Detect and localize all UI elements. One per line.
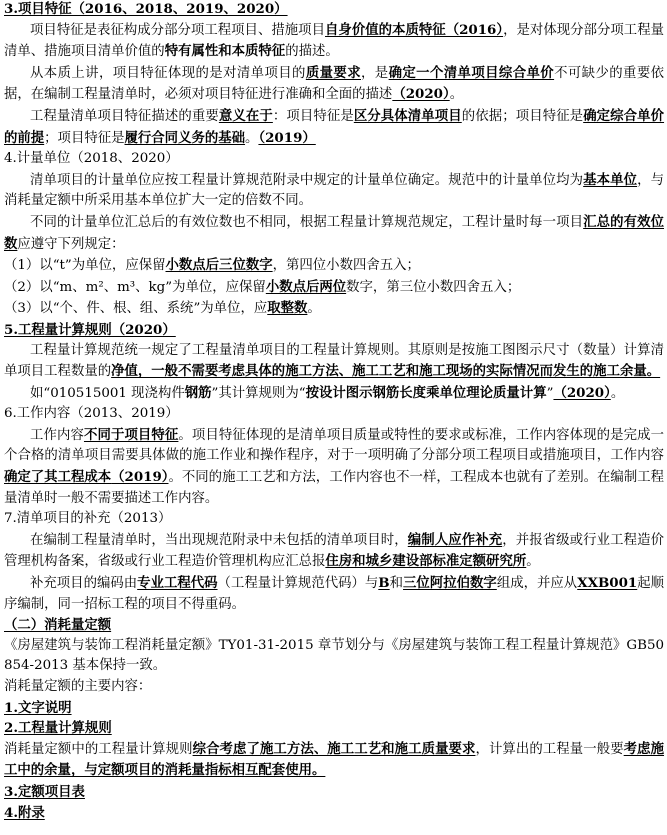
emphasis-run: 不同于项目特征 bbox=[83, 426, 179, 443]
emphasis-run: 自身价值的本质特征（2016） bbox=[325, 21, 504, 38]
emphasis-run: 小数点后三位数字 bbox=[165, 257, 273, 274]
text-run: 项目特征是表征构成分部分项工程项目、措施项目 bbox=[30, 22, 326, 38]
emphasis-run: 小数点后两位 bbox=[265, 278, 347, 295]
section-3-paragraph-2 bbox=[4, 63, 664, 106]
text-run: 。 bbox=[526, 554, 540, 570]
quota-item-3-heading: 3.定额项目表 bbox=[4, 783, 85, 800]
section-4-paragraph-2 bbox=[4, 212, 664, 255]
text-run: 和 bbox=[389, 576, 404, 592]
text-run: 在编制工程量清单时，当出现规范附录中未包括的清单项目时， bbox=[30, 532, 408, 548]
text-run: 数字，第三位小数四舍五入； bbox=[346, 279, 521, 295]
text-run: ” bbox=[546, 385, 554, 401]
section-5-paragraph-2 bbox=[4, 383, 664, 405]
section-6-heading: 6.工作内容（2013、2019） bbox=[4, 406, 179, 422]
emphasis-run: 综合考虑了施工方法、施工工艺和施工质量要求 bbox=[192, 740, 476, 757]
text-run: 如“010515001 现浇构件 bbox=[30, 385, 185, 401]
emphasis-run: XXB001 bbox=[577, 575, 638, 592]
text-run: ”其计算规则为“ bbox=[211, 385, 306, 401]
text-run: （工程量计算规范代码）与 bbox=[217, 576, 379, 592]
section-3-paragraph-3 bbox=[4, 106, 664, 149]
emphasis-run: 特有属性和本质特征 bbox=[164, 43, 286, 60]
quota-item-2-paragraph bbox=[4, 739, 664, 782]
text-run: （1）以“t”为单位，应保留 bbox=[4, 258, 166, 274]
section-5-heading: 5.工程量计算规则（2020） bbox=[4, 321, 176, 338]
quota-item-2-heading: 2.工程量计算规则 bbox=[4, 720, 112, 737]
emphasis-run: 净值，一般不需要考虑具体的施工方法、施工工艺和施工现场的实际情况而发生的施工余量。 bbox=[111, 363, 661, 380]
text-run: ，计算出的工程量一般要 bbox=[475, 741, 624, 757]
text-run: 不可缺少的重要依据，在编制工程量清单时，必须对项目特征进行准确和全面的描述 bbox=[4, 65, 665, 103]
text-run: 工程量计算规范统一规定了工程量清单项目的工程量计算规则。其原则是按施工图图示尺寸（数量）计算清单项目工程数量的 bbox=[4, 342, 664, 380]
text-run: 清单项目的计量单位应按工程量计算规范附录中规定的计量单位确定。规范中的计量单位均为 bbox=[30, 172, 584, 188]
text-run: ，与消耗量定额中所采用基本单位扩大一定的倍数不同。 bbox=[4, 172, 665, 209]
document-page bbox=[4, 0, 664, 823]
section-4-paragraph-1 bbox=[4, 170, 664, 212]
emphasis-run: 区分具体清单项目 bbox=[353, 107, 462, 124]
text-run: 。项目特征体现的是清单项目质量或特性的要求或标准，工作内容体现的是完成一个合格的清单项目需要具体做的施工作业和操作程序，对于一项明确了分部分项工程项目或措施项目，工作内容 bbox=[4, 427, 665, 464]
text-run: 消耗量定额中的工程量计算规则 bbox=[4, 741, 193, 757]
emphasis-run: 意义在于 bbox=[218, 107, 273, 124]
text-run: 工程量清单项目特征描述的重要 bbox=[30, 108, 219, 124]
year-tag: （2020） bbox=[553, 384, 611, 401]
quota-item-1-heading: 1.文字说明 bbox=[4, 699, 72, 716]
emphasis-run: 三位阿拉伯数字 bbox=[403, 575, 497, 592]
text-run: 的描述。 bbox=[285, 44, 339, 60]
section-4-rule-3 bbox=[4, 298, 664, 320]
emphasis-run: 基本单位 bbox=[583, 171, 638, 188]
emphasis-run: 取整数 bbox=[267, 300, 308, 317]
quota-item-4-heading: 4.附录 bbox=[4, 804, 45, 821]
text-run: 起顺序编制，同一招标工程的项目不得重码。 bbox=[4, 576, 665, 612]
emphasis-run: 专业工程代码 bbox=[137, 575, 218, 592]
text-run: ，第四位小数四舍五入； bbox=[272, 258, 420, 274]
text-run: ；项目特征是 bbox=[44, 130, 125, 146]
emphasis-run: 确定了其工程成本 bbox=[4, 469, 112, 486]
text-run: 。不同的施工工艺和方法，工作内容也不一样，工程成本也就有了差别。在编制工程量清单时一般不需要描述工作内容。 bbox=[4, 470, 664, 506]
section-6-paragraph-1 bbox=[4, 425, 664, 509]
emphasis-run: 住房和城乡建设部标准定额研究所 bbox=[325, 553, 527, 570]
section-7-paragraph-2 bbox=[4, 573, 664, 615]
section-3-paragraph-1 bbox=[4, 20, 664, 63]
emphasis-run: 钢筋 bbox=[184, 384, 212, 401]
part-2-paragraph-2: 消耗量定额的主要内容： bbox=[4, 679, 152, 694]
emphasis-run: 按设计图示钢筋长度乘单位理论质量计算 bbox=[305, 384, 547, 401]
section-4-heading: 4.计量单位（2018、2020） bbox=[4, 151, 179, 167]
text-run: 补充项目的编码由 bbox=[30, 576, 138, 592]
text-run: 。 bbox=[307, 301, 321, 317]
emphasis-run: 履行合同义务的基础 bbox=[124, 129, 246, 146]
section-4-rule-2 bbox=[4, 277, 664, 299]
text-run: 的依据；项目特征是 bbox=[461, 108, 584, 124]
text-run: 。 bbox=[245, 130, 259, 146]
text-run: ，是对体现分部分项工程量清单、措施项目清单价值的 bbox=[4, 22, 665, 60]
year-tag: （2019） bbox=[258, 129, 316, 146]
text-run: ，是 bbox=[361, 65, 389, 81]
text-run: （3）以“个、件、根、组、系统”为单位，应 bbox=[4, 301, 268, 317]
emphasis-run: 考虑施工中的余量，与定额项目的消耗量指标相互配套使用。 bbox=[4, 740, 665, 779]
text-run: 工作内容 bbox=[30, 427, 84, 443]
part-2-heading: （二）消耗量定额 bbox=[4, 617, 112, 634]
year-tag: （2019） bbox=[111, 469, 169, 486]
text-run: 组成，并应从 bbox=[496, 576, 578, 592]
emphasis-run: 确定一个清单项目综合单价 bbox=[388, 64, 555, 81]
emphasis-run: 确定综合单价的前提 bbox=[4, 107, 665, 146]
emphasis-run: 编制人应作补充 bbox=[407, 531, 503, 548]
section-7-heading: 7.清单项目的补充（2013） bbox=[4, 511, 172, 527]
text-run: 。 bbox=[610, 385, 625, 401]
emphasis-run: B bbox=[378, 575, 390, 592]
year-tag: （2020） bbox=[392, 86, 450, 103]
part-2-paragraph-1: 《房屋建筑与装饰工程消耗量定额》TY01-31-2015 章节划分与《房屋建筑与装饰工程工程量计算规范》GB50854-2013 基本保持一致。 bbox=[4, 637, 664, 674]
text-run: 应遵守下列规定： bbox=[17, 236, 125, 252]
emphasis-run: 汇总的有效位数 bbox=[4, 213, 665, 252]
section-5-paragraph-1 bbox=[4, 341, 664, 383]
text-run: ：项目特征是 bbox=[272, 108, 354, 124]
text-run: （2）以“m、m²、m³、kg”为单位，应保留 bbox=[4, 279, 266, 295]
text-run: 。 bbox=[449, 87, 464, 103]
emphasis-run: 质量要求 bbox=[305, 64, 361, 81]
section-7-paragraph-1 bbox=[4, 530, 664, 573]
section-3-heading: 3.项目特征（2016、2018、2019、2020） bbox=[4, 1, 288, 17]
text-run: ，并报省级或行业工程造价管理机构备案，省级或行业工程造价管理机构应汇总报 bbox=[4, 532, 665, 570]
text-run: 从本质上讲，项目特征体现的是对清单项目的 bbox=[30, 65, 306, 81]
text-run: 不同的计量单位汇总后的有效位数也不相同，根据工程量计算规范规定，工程计量时每一项目 bbox=[30, 214, 584, 230]
section-4-rule-1 bbox=[4, 255, 664, 277]
